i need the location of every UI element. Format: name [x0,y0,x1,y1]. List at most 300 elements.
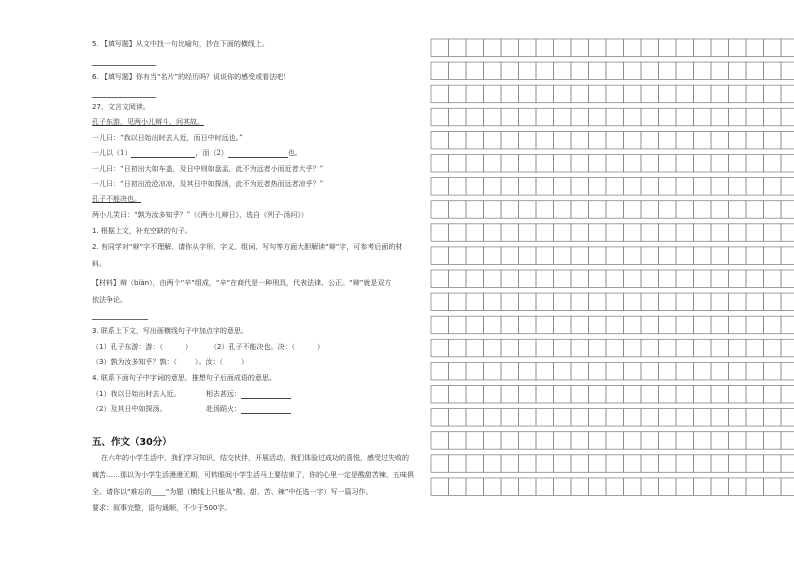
grid-cell[interactable] [694,155,712,173]
grid-cell[interactable] [449,478,467,496]
grid-cell[interactable] [536,409,554,427]
grid-cell[interactable] [449,270,467,288]
grid-cell[interactable] [729,178,747,196]
grid-cell[interactable] [449,178,467,196]
grid-cell[interactable] [484,455,502,473]
grid-cell[interactable] [606,108,624,126]
grid-cell[interactable] [641,293,659,311]
grid-cell[interactable] [606,270,624,288]
grid-cell[interactable] [466,178,484,196]
grid-cell[interactable] [746,155,764,173]
grid-cell[interactable] [484,224,502,242]
grid-cell[interactable] [676,85,694,103]
grid-cell[interactable] [694,339,712,357]
composition-answer-grid[interactable] [430,38,794,502]
grid-cell[interactable] [484,178,502,196]
grid-cell[interactable] [711,178,729,196]
grid-cell[interactable] [519,39,537,57]
grid-cell[interactable] [711,409,729,427]
grid-cell[interactable] [711,155,729,173]
grid-cell[interactable] [624,155,642,173]
grid-cell[interactable] [519,478,537,496]
grid-cell[interactable] [781,270,794,288]
grid-cell[interactable] [711,85,729,103]
grid-cell[interactable] [519,339,537,357]
grid-cell[interactable] [589,478,607,496]
grid-cell[interactable] [431,386,449,404]
grid-cell[interactable] [606,155,624,173]
grid-cell[interactable] [519,108,537,126]
blank-1[interactable] [131,150,195,158]
grid-cell[interactable] [624,178,642,196]
grid-cell[interactable] [711,455,729,473]
grid-cell[interactable] [781,316,794,334]
grid-cell[interactable] [711,247,729,265]
grid-cell[interactable] [536,178,554,196]
grid-cell[interactable] [589,131,607,149]
grid-cell[interactable] [606,85,624,103]
grid-cell[interactable] [624,131,642,149]
grid-cell[interactable] [711,432,729,450]
grid-cell[interactable] [589,247,607,265]
grid-cell[interactable] [554,201,572,219]
grid-cell[interactable] [659,131,677,149]
grid-cell[interactable] [466,362,484,380]
grid-cell[interactable] [449,455,467,473]
grid-cell[interactable] [554,155,572,173]
grid-cell[interactable] [659,386,677,404]
grid-cell[interactable] [449,362,467,380]
grid-cell[interactable] [449,293,467,311]
grid-cell[interactable] [536,362,554,380]
grid-cell[interactable] [519,201,537,219]
grid-cell[interactable] [589,293,607,311]
grid-cell[interactable] [624,39,642,57]
grid-cell[interactable] [711,39,729,57]
grid-cell[interactable] [694,108,712,126]
grid-cell[interactable] [519,409,537,427]
grid-cell[interactable] [764,293,782,311]
grid-cell[interactable] [606,293,624,311]
grid-cell[interactable] [571,131,589,149]
grid-cell[interactable] [431,131,449,149]
grid-cell[interactable] [606,39,624,57]
grid-cell[interactable] [519,62,537,80]
grid-cell[interactable] [589,201,607,219]
grid-cell[interactable] [729,432,747,450]
grid-cell[interactable] [694,455,712,473]
grid-cell[interactable] [589,85,607,103]
grid-cell[interactable] [554,178,572,196]
grid-cell[interactable] [746,339,764,357]
grid-cell[interactable] [554,432,572,450]
grid-cell[interactable] [729,386,747,404]
grid-cell[interactable] [746,386,764,404]
grid-cell[interactable] [589,224,607,242]
grid-cell[interactable] [624,432,642,450]
grid-cell[interactable] [641,386,659,404]
grid-cell[interactable] [466,409,484,427]
grid-cell[interactable] [746,201,764,219]
grid-cell[interactable] [711,316,729,334]
grid-cell[interactable] [764,409,782,427]
grid-cell[interactable] [729,155,747,173]
grid-cell[interactable] [764,39,782,57]
grid-cell[interactable] [764,85,782,103]
grid-cell[interactable] [764,339,782,357]
grid-cell[interactable] [484,409,502,427]
grid-cell[interactable] [746,62,764,80]
grid-cell[interactable] [501,409,519,427]
grid-cell[interactable] [729,362,747,380]
grid-cell[interactable] [571,178,589,196]
grid-cell[interactable] [571,339,589,357]
grid-cell[interactable] [781,39,794,57]
grid-cell[interactable] [466,224,484,242]
grid-cell[interactable] [501,201,519,219]
grid-cell[interactable] [641,339,659,357]
grid-cell[interactable] [501,455,519,473]
grid-cell[interactable] [554,270,572,288]
grid-cell[interactable] [764,155,782,173]
grid-cell[interactable] [624,386,642,404]
grid-cell[interactable] [554,108,572,126]
grid-cell[interactable] [764,224,782,242]
grid-cell[interactable] [746,316,764,334]
answer-line-2[interactable] [92,319,148,320]
grid-cell[interactable] [536,432,554,450]
grid-cell[interactable] [606,432,624,450]
grid-cell[interactable] [466,293,484,311]
grid-cell[interactable] [781,362,794,380]
grid-cell[interactable] [449,39,467,57]
grid-cell[interactable] [711,386,729,404]
grid-cell[interactable] [641,155,659,173]
grid-cell[interactable] [764,247,782,265]
grid-cell[interactable] [641,432,659,450]
grid-cell[interactable] [624,108,642,126]
grid-cell[interactable] [571,409,589,427]
grid-cell[interactable] [694,293,712,311]
grid-cell[interactable] [606,131,624,149]
grid-cell[interactable] [571,155,589,173]
grid-cell[interactable] [641,201,659,219]
grid-cell[interactable] [676,409,694,427]
grid-cell[interactable] [536,270,554,288]
grid-cell[interactable] [501,108,519,126]
grid-cell[interactable] [536,316,554,334]
grid-cell[interactable] [711,339,729,357]
grid-cell[interactable] [449,432,467,450]
grid-cell[interactable] [501,478,519,496]
grid-cell[interactable] [536,155,554,173]
grid-cell[interactable] [501,362,519,380]
grid-cell[interactable] [589,316,607,334]
grid-cell[interactable] [694,478,712,496]
grid-cell[interactable] [466,316,484,334]
grid-cell[interactable] [781,386,794,404]
grid-cell[interactable] [484,108,502,126]
grid-cell[interactable] [641,362,659,380]
grid-cell[interactable] [624,224,642,242]
grid-cell[interactable] [729,224,747,242]
grid-cell[interactable] [571,316,589,334]
grid-cell[interactable] [466,155,484,173]
grid-cell[interactable] [729,131,747,149]
grid-cell[interactable] [729,316,747,334]
grid-cell[interactable] [431,201,449,219]
grid-cell[interactable] [589,455,607,473]
grid-cell[interactable] [694,201,712,219]
grid-cell[interactable] [536,62,554,80]
grid-cell[interactable] [431,478,449,496]
grid-cell[interactable] [571,362,589,380]
grid-cell[interactable] [431,178,449,196]
grid-cell[interactable] [606,201,624,219]
grid-cell[interactable] [466,85,484,103]
grid-cell[interactable] [764,362,782,380]
grid-cell[interactable] [764,478,782,496]
grid-cell[interactable] [781,155,794,173]
idiom-1-blank[interactable] [241,391,291,399]
grid-cell[interactable] [501,131,519,149]
grid-cell[interactable] [431,155,449,173]
grid-cell[interactable] [746,108,764,126]
grid-cell[interactable] [764,270,782,288]
grid-cell[interactable] [431,39,449,57]
grid-cell[interactable] [449,201,467,219]
grid-cell[interactable] [676,201,694,219]
grid-cell[interactable] [589,270,607,288]
grid-cell[interactable] [641,455,659,473]
grid-cell[interactable] [764,201,782,219]
grid-cell[interactable] [641,85,659,103]
grid-cell[interactable] [431,62,449,80]
grid-cell[interactable] [781,85,794,103]
grid-cell[interactable] [676,62,694,80]
grid-cell[interactable] [606,224,624,242]
grid-cell[interactable] [431,293,449,311]
grid-cell[interactable] [641,108,659,126]
grid-cell[interactable] [431,247,449,265]
grid-cell[interactable] [624,339,642,357]
grid-cell[interactable] [606,362,624,380]
grid-cell[interactable] [729,339,747,357]
grid-cell[interactable] [624,62,642,80]
grid-cell[interactable] [729,270,747,288]
grid-cell[interactable] [536,201,554,219]
grid-cell[interactable] [554,478,572,496]
grid-cell[interactable] [711,362,729,380]
grid-cell[interactable] [554,316,572,334]
grid-cell[interactable] [501,316,519,334]
grid-cell[interactable] [484,62,502,80]
grid-cell[interactable] [606,178,624,196]
grid-cell[interactable] [711,224,729,242]
grid-cell[interactable] [554,362,572,380]
grid-cell[interactable] [781,178,794,196]
grid-cell[interactable] [764,131,782,149]
grid-cell[interactable] [589,62,607,80]
grid-cell[interactable] [676,455,694,473]
grid-cell[interactable] [694,247,712,265]
grid-cell[interactable] [764,178,782,196]
grid-cell[interactable] [729,455,747,473]
grid-cell[interactable] [729,478,747,496]
grid-cell[interactable] [764,62,782,80]
grid-cell[interactable] [519,270,537,288]
grid-cell[interactable] [659,108,677,126]
grid-cell[interactable] [764,432,782,450]
answer-line-6[interactable] [92,97,156,98]
grid-cell[interactable] [449,85,467,103]
grid-cell[interactable] [624,362,642,380]
grid-cell[interactable] [519,386,537,404]
grid-cell[interactable] [781,455,794,473]
grid-cell[interactable] [624,409,642,427]
grid-cell[interactable] [711,108,729,126]
grid-cell[interactable] [589,339,607,357]
grid-cell[interactable] [694,224,712,242]
grid-cell[interactable] [536,455,554,473]
grid-cell[interactable] [449,386,467,404]
grid-cell[interactable] [676,247,694,265]
grid-cell[interactable] [694,432,712,450]
grid-cell[interactable] [484,85,502,103]
grid-cell[interactable] [659,39,677,57]
grid-cell[interactable] [466,131,484,149]
grid-cell[interactable] [484,155,502,173]
grid-cell[interactable] [554,293,572,311]
grid-cell[interactable] [571,224,589,242]
grid-cell[interactable] [659,155,677,173]
grid-cell[interactable] [781,247,794,265]
grid-cell[interactable] [764,316,782,334]
grid-cell[interactable] [431,339,449,357]
grid-cell[interactable] [659,455,677,473]
grid-cell[interactable] [571,201,589,219]
grid-cell[interactable] [694,386,712,404]
grid-cell[interactable] [624,85,642,103]
grid-cell[interactable] [554,455,572,473]
grid-cell[interactable] [519,178,537,196]
grid-cell[interactable] [746,409,764,427]
grid-cell[interactable] [606,339,624,357]
grid-cell[interactable] [431,455,449,473]
grid-cell[interactable] [624,201,642,219]
grid-cell[interactable] [729,62,747,80]
grid-cell[interactable] [571,85,589,103]
grid-cell[interactable] [659,224,677,242]
grid-cell[interactable] [676,131,694,149]
grid-cell[interactable] [746,455,764,473]
grid-cell[interactable] [659,362,677,380]
grid-cell[interactable] [624,293,642,311]
answer-grid-svg[interactable] [430,38,794,502]
grid-cell[interactable] [484,293,502,311]
grid-cell[interactable] [431,270,449,288]
grid-cell[interactable] [536,108,554,126]
grid-cell[interactable] [449,316,467,334]
grid-cell[interactable] [746,85,764,103]
grid-cell[interactable] [764,455,782,473]
grid-cell[interactable] [746,432,764,450]
blank-2[interactable] [228,150,288,158]
grid-cell[interactable] [501,39,519,57]
grid-cell[interactable] [641,270,659,288]
grid-cell[interactable] [449,62,467,80]
grid-cell[interactable] [781,478,794,496]
grid-cell[interactable] [571,39,589,57]
grid-cell[interactable] [466,270,484,288]
grid-cell[interactable] [694,409,712,427]
grid-cell[interactable] [711,131,729,149]
grid-cell[interactable] [501,224,519,242]
grid-cell[interactable] [466,39,484,57]
grid-cell[interactable] [781,293,794,311]
grid-cell[interactable] [641,131,659,149]
grid-cell[interactable] [659,293,677,311]
grid-cell[interactable] [676,178,694,196]
grid-cell[interactable] [694,316,712,334]
grid-cell[interactable] [659,409,677,427]
grid-cell[interactable] [764,386,782,404]
grid-cell[interactable] [764,108,782,126]
grid-cell[interactable] [676,39,694,57]
grid-cell[interactable] [484,386,502,404]
grid-cell[interactable] [781,409,794,427]
grid-cell[interactable] [536,339,554,357]
grid-cell[interactable] [676,108,694,126]
grid-cell[interactable] [676,270,694,288]
grid-cell[interactable] [676,432,694,450]
grid-cell[interactable] [519,455,537,473]
grid-cell[interactable] [589,178,607,196]
grid-cell[interactable] [501,386,519,404]
grid-cell[interactable] [501,247,519,265]
grid-cell[interactable] [641,178,659,196]
grid-cell[interactable] [781,108,794,126]
grid-cell[interactable] [729,108,747,126]
grid-cell[interactable] [746,293,764,311]
grid-cell[interactable] [694,39,712,57]
grid-cell[interactable] [676,316,694,334]
grid-cell[interactable] [606,247,624,265]
grid-cell[interactable] [711,293,729,311]
grid-cell[interactable] [484,270,502,288]
grid-cell[interactable] [501,178,519,196]
grid-cell[interactable] [589,362,607,380]
grid-cell[interactable] [466,339,484,357]
grid-cell[interactable] [484,432,502,450]
grid-cell[interactable] [571,386,589,404]
grid-cell[interactable] [589,409,607,427]
grid-cell[interactable] [536,39,554,57]
grid-cell[interactable] [484,478,502,496]
grid-cell[interactable] [624,478,642,496]
grid-cell[interactable] [536,386,554,404]
grid-cell[interactable] [536,247,554,265]
grid-cell[interactable] [694,178,712,196]
answer-line-5[interactable] [92,65,156,66]
grid-cell[interactable] [554,131,572,149]
grid-cell[interactable] [501,432,519,450]
grid-cell[interactable] [554,339,572,357]
grid-cell[interactable] [676,386,694,404]
grid-cell[interactable] [554,224,572,242]
grid-cell[interactable] [676,478,694,496]
grid-cell[interactable] [676,224,694,242]
